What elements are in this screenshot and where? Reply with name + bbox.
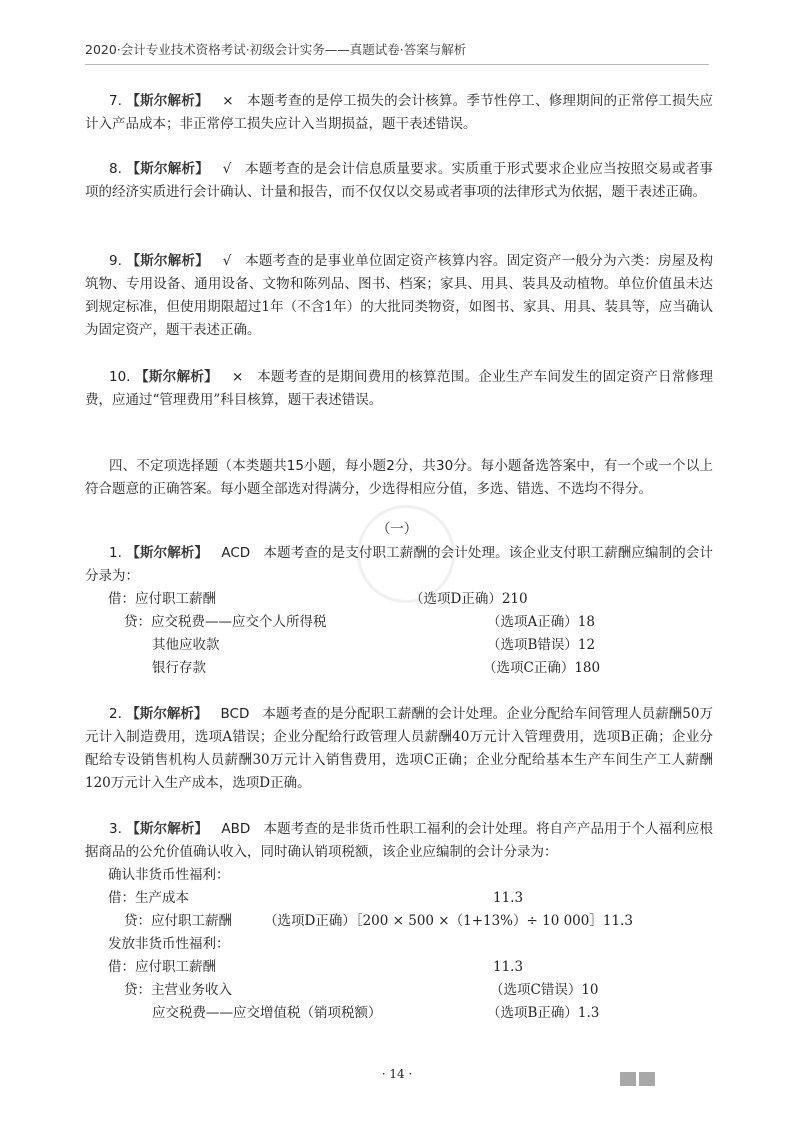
entry-credit: 应交税费——应交增值税（销项税额） (152, 1005, 382, 1021)
question-number: 9. (109, 253, 122, 269)
analysis-tag: 【斯尔解析】 (126, 93, 209, 109)
entry-debit: 借：应付职工薪酬 (108, 959, 216, 975)
answer-9 (85, 250, 713, 342)
analysis-tag: 【斯尔解析】 (135, 369, 219, 385)
question-number: 8. (109, 161, 122, 177)
answer-options: ABD (221, 821, 251, 837)
analysis-text: 本题考查的是支付职工薪酬的会计处理。该企业支付职工薪酬应编制的会计分录为： (85, 545, 714, 584)
entry-heading: 确认非货币性福利： (108, 867, 230, 883)
entry-credit-note: （选项A正确）18 (487, 614, 595, 630)
footer-decoration (620, 1072, 655, 1086)
analysis-text: 本题考查的是期间费用的核算范围。企业生产车间发生的固定资产日常修理费，应通过“管理费用”科目核算，题干表述错误。 (85, 369, 714, 408)
analysis-text: 本题考查的是会计信息质量要求。实质重于形式要求企业应当按照交易或者事项的经济实质进行会计确认、计量和报告，而不仅仅以交易或者事项的法律形式为依据，题干表述正确。 (85, 161, 713, 200)
analysis-tag: 【斯尔解析】 (126, 161, 210, 177)
section-intro-text: 四、不定项选择题（本类题共15小题，每小题2分，共30分。每小题备选答案中，有一个或一个以上符合题意的正确答案。每小题全部选对得满分，少选得相应分值，多选、错选、不选均不得分。 (85, 458, 713, 497)
section-intro (85, 455, 713, 501)
answer-2 (85, 703, 713, 795)
answer-options: ACD (221, 545, 251, 561)
entry-heading: 发放非货币性福利： (108, 936, 230, 952)
entry-credit-note: （选项B正确）1.3 (487, 1005, 600, 1021)
answer-8 (85, 158, 713, 204)
question-number: 3. (109, 821, 122, 837)
answer-mark: √ (222, 161, 232, 177)
entry-debit-note: （选项D正确）210 (410, 591, 528, 607)
answer-mark: × (231, 369, 244, 385)
entry-credit-note: （选项B错误）12 (487, 637, 596, 653)
entry-debit-amount: 11.3 (493, 890, 524, 906)
answer-mark: √ (222, 253, 232, 269)
analysis-tag: 【斯尔解析】 (126, 545, 209, 561)
entry-credit-note: （选项C正确）180 (483, 660, 601, 676)
answer-1 (85, 542, 713, 588)
page-header: 2020·会计专业技术资格考试·初级会计实务——真题试卷·答案与解析 (85, 42, 467, 57)
analysis-text: 本题考查的是事业单位固定资产核算内容。固定资产一般分为六类：房屋及构筑物、专用设备、通用设备、文物和陈列品、图书、档案；家具、用具、装具及动植物。单位价值虽未达到规定标准，但使用期限超过1年（不含1年）的大批同类物资，如图书、家具、用具、装具等，应当确认为固定资产，题干表述正确。 (85, 253, 713, 338)
entry-credit: 贷：主营业务收入 (124, 982, 232, 998)
page-number: · 14 · (381, 1067, 413, 1081)
entry-debit: 借：应付职工薪酬 (108, 591, 216, 607)
header-divider (85, 64, 709, 65)
answer-options: BCD (220, 706, 250, 722)
question-number: 1. (109, 545, 122, 561)
analysis-text: 本题考查的是分配职工薪酬的会计处理。企业分配给车间管理人员薪酬50万元计入制造费用，选项A错误；企业分配给行政管理人员薪酬40万元计入管理费用，选项B正确；企业分配给专设销售机构人员薪酬30万元计入销售费用，选项C正确；企业分配给基本生产车间生产工人薪酬120万元计入生产成本，选项D正确。 (85, 706, 714, 791)
entry-credit: 贷：应付职工薪酬 (124, 913, 232, 929)
answer-10 (85, 366, 713, 412)
question-number: 2. (109, 706, 122, 722)
group-heading: （一） (376, 521, 418, 537)
analysis-text: 本题考查的是停工损失的会计核算。季节性停工、修理期间的正常停工损失应计入产品成本；非正常停工损失应计入当期损益，题干表述错误。 (85, 93, 714, 132)
entry-credit-note: （选项D正确）［200 × 500 ×（1+13%）÷ 10 000］11.3 (264, 913, 633, 929)
question-number: 10. (109, 369, 131, 385)
analysis-text: 本题考查的是非货币性职工福利的会计处理。将自产产品用于个人福利应根据商品的公允价值确认收入，同时确认销项税额，该企业应编制的会计分录为： (85, 821, 714, 860)
analysis-tag: 【斯尔解析】 (126, 253, 210, 269)
entry-credit-note: （选项C错误）10 (490, 982, 599, 998)
analysis-tag: 【斯尔解析】 (126, 821, 209, 837)
question-number: 7. (109, 93, 122, 109)
answer-7 (85, 90, 713, 136)
entry-debit: 借：生产成本 (108, 890, 189, 906)
entry-credit: 其他应收款 (152, 637, 220, 653)
analysis-tag: 【斯尔解析】 (126, 706, 208, 722)
entry-credit: 银行存款 (152, 660, 206, 676)
entry-credit: 贷：应交税费——应交个人所得税 (124, 614, 327, 630)
entry-debit-amount: 11.3 (493, 959, 524, 975)
answer-mark: × (222, 93, 234, 109)
answer-3 (85, 818, 713, 864)
